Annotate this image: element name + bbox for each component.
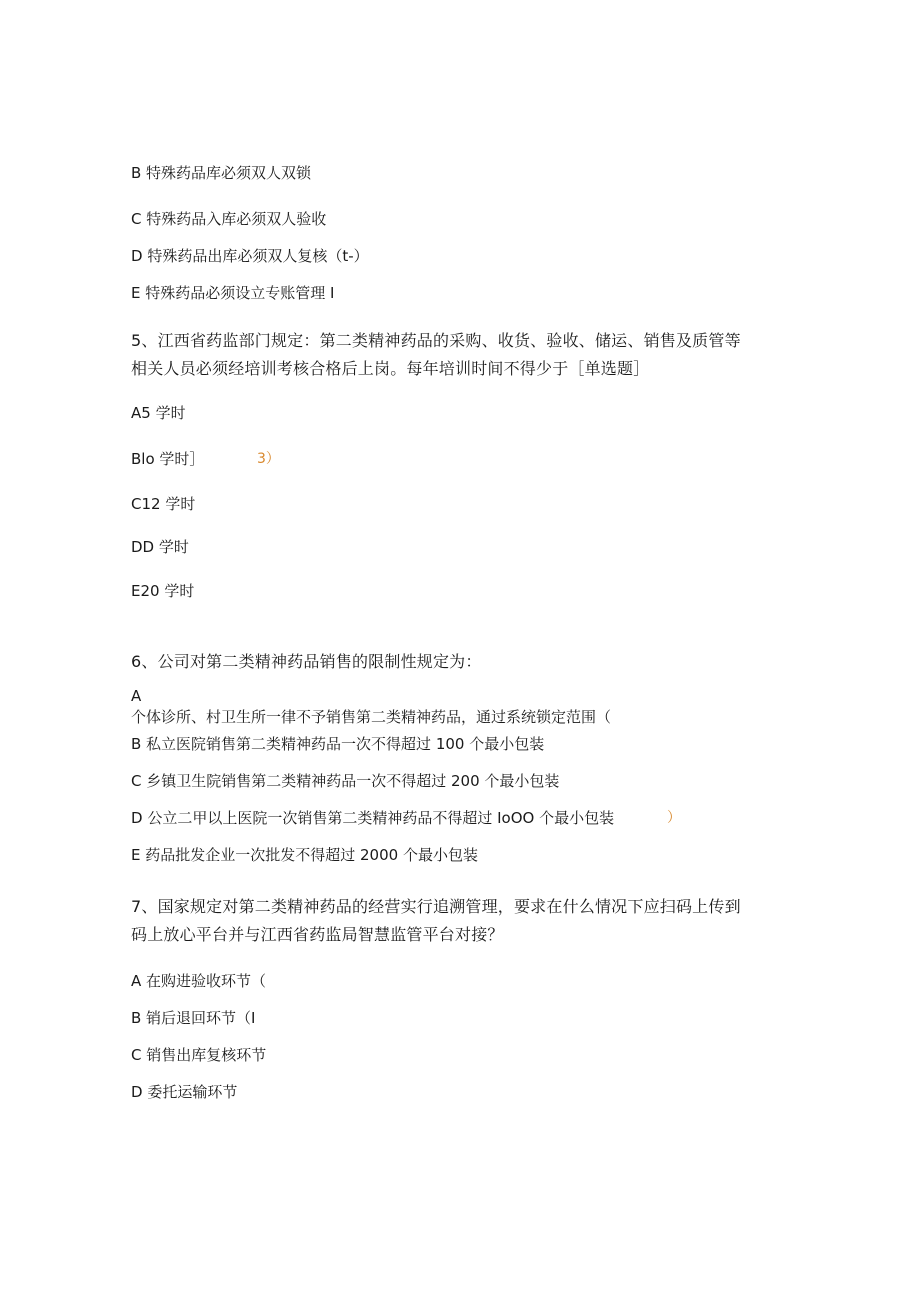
q6-option-e: E 药品批发企业一次批发不得超过 2000 个最小包装 <box>131 846 478 864</box>
q5-option-a: A5 学时 <box>131 404 186 422</box>
q6-option-a-label: A <box>131 687 142 705</box>
q7-option-b: B 销后退回环节（I <box>131 1009 256 1027</box>
q4-option-c: C 特殊药品入库必须双人验收 <box>131 210 327 228</box>
q5-handwritten-note: 3） <box>257 451 280 467</box>
q4-option-b: B 特殊药品库必须双人双锁 <box>131 164 312 182</box>
q6-option-a: 个体诊所、村卫生所一律不予销售第二类精神药品，通过系统锁定范围（ <box>131 708 612 726</box>
q5-stem-line2: 相关人员必须经培训考核合格后上岗。每年培训时间不得少于［单选题］ <box>131 359 650 378</box>
q5-option-d: DD 学时 <box>131 538 189 556</box>
q5-option-c: C12 学时 <box>131 495 196 513</box>
q4-option-e: E 特殊药品必须设立专账管理 I <box>131 284 335 302</box>
q5-option-e: E20 学时 <box>131 582 195 600</box>
q7-stem-line2: 码上放心平台并与江西省药监局智慧监管平台对接？ <box>131 925 504 944</box>
q7-stem-line1: 7、国家规定对第二类精神药品的经营实行追溯管理，要求在什么情况下应扫码上传到 <box>131 897 741 916</box>
q6-option-c: C 乡镇卫生院销售第二类精神药品一次不得超过 200 个最小包装 <box>131 772 560 790</box>
q7-option-a: A 在购进验收环节（ <box>131 972 267 990</box>
q6-option-d: D 公立二甲以上医院一次销售第二类精神药品不得超过 IoOO 个最小包装 <box>131 809 615 827</box>
q6-option-d-note: ） <box>667 810 681 826</box>
q5-option-b: Blo 学时］ <box>131 450 205 468</box>
q7-option-d: D 委托运输环节 <box>131 1083 238 1101</box>
q7-option-c: C 销售出库复核环节 <box>131 1046 267 1064</box>
q5-stem-line1: 5、江西省药监部门规定：第二类精神药品的采购、收货、验收、储运、销售及质管等 <box>131 331 741 350</box>
q6-option-b: B 私立医院销售第二类精神药品一次不得超过 100 个最小包装 <box>131 735 545 753</box>
q6-stem: 6、公司对第二类精神药品销售的限制性规定为： <box>131 652 482 671</box>
q4-option-d: D 特殊药品出库必须双人复核（t-） <box>131 247 369 265</box>
